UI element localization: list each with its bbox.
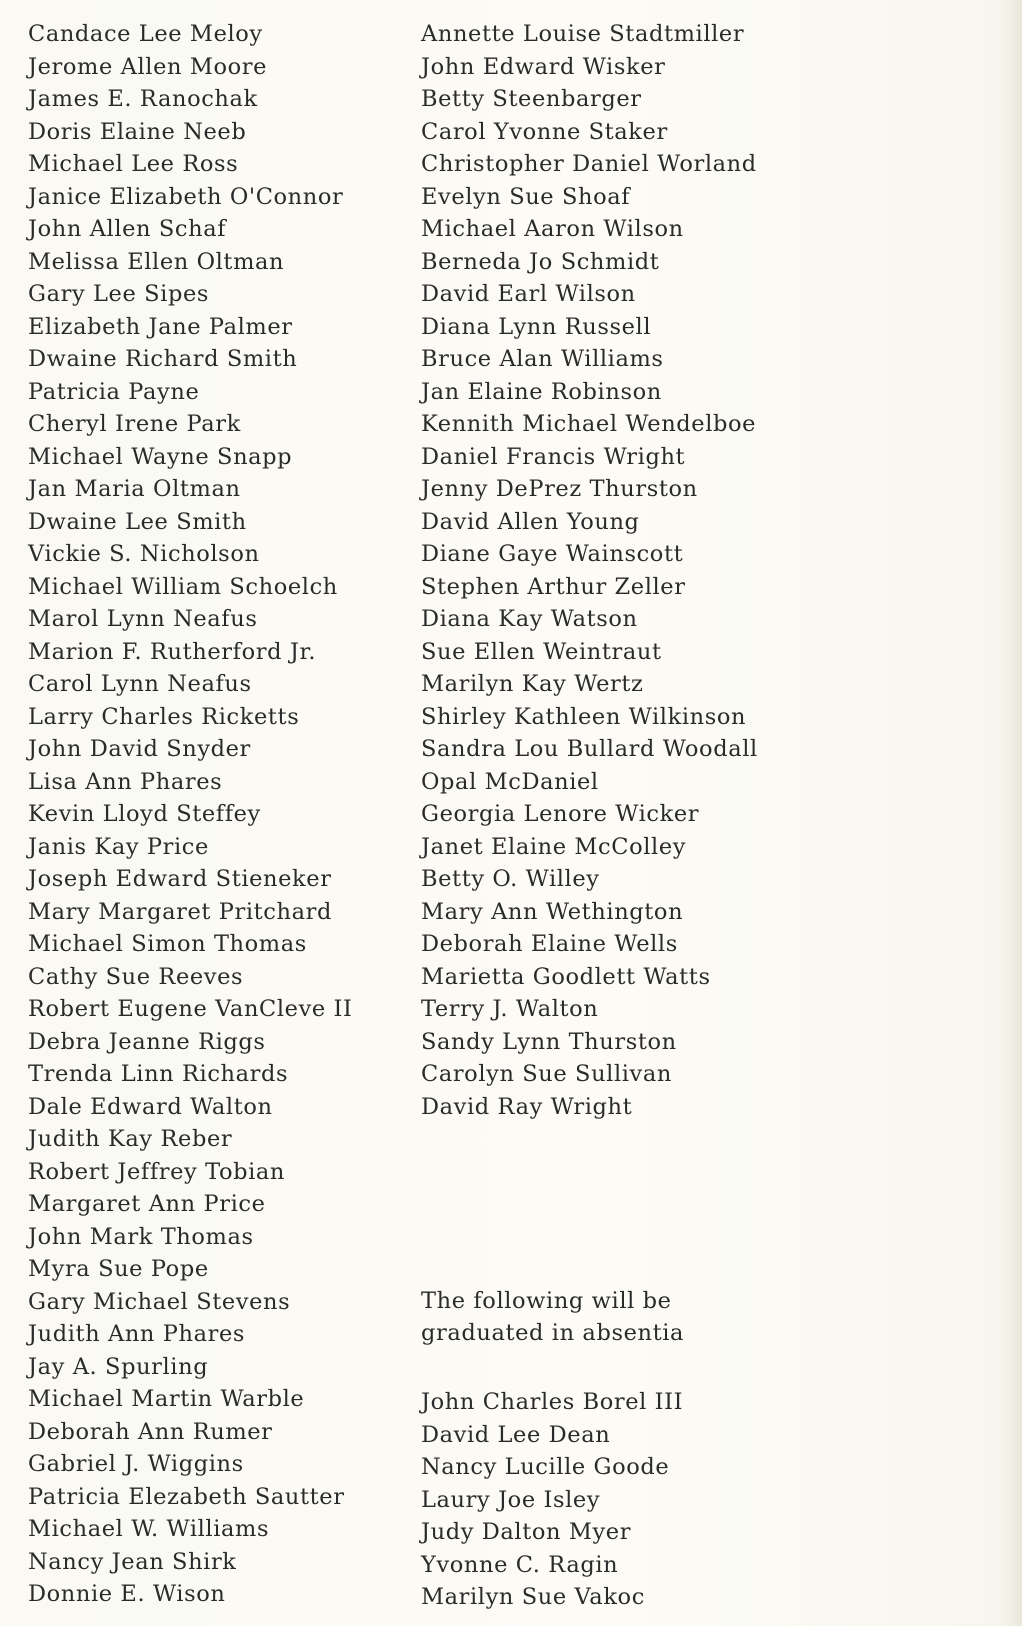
- graduate-name: Debra Jeanne Riggs: [28, 1028, 266, 1055]
- graduate-name: Michael Wayne Snapp: [28, 443, 293, 470]
- graduate-name: Diana Lynn Russell: [421, 313, 652, 340]
- graduate-name: Berneda Jo Schmidt: [421, 248, 660, 275]
- graduate-name: Candace Lee Meloy: [28, 21, 263, 47]
- graduate-name: Trenda Linn Richards: [28, 1061, 289, 1087]
- graduate-name: John Edward Wisker: [421, 53, 666, 80]
- graduate-name: Cheryl Irene Park: [28, 411, 241, 437]
- graduate-name: Myra Sue Pope: [28, 1256, 209, 1282]
- graduate-name: Stephen Arthur Zeller: [421, 573, 686, 600]
- graduate-name: Vickie S. Nicholson: [28, 541, 260, 567]
- graduate-name: Jerome Allen Moore: [28, 53, 268, 80]
- graduate-name: Terry J. Walton: [421, 996, 599, 1022]
- graduate-name: Janice Elizabeth O'Connor: [28, 183, 344, 210]
- page-edge-shadow: [1000, 0, 1022, 1626]
- graduate-name: Carolyn Sue Sullivan: [421, 1061, 672, 1087]
- graduate-name: Christopher Daniel Worland: [421, 151, 757, 177]
- graduate-name: Sandy Lynn Thurston: [421, 1028, 677, 1055]
- graduate-name: Elizabeth Jane Palmer: [28, 313, 293, 340]
- graduate-name: Deborah Elaine Wells: [421, 931, 678, 957]
- graduate-name: James E. Ranochak: [28, 86, 258, 112]
- graduate-name: Nancy Lucille Goode: [421, 1454, 670, 1480]
- graduate-name: Shirley Kathleen Wilkinson: [421, 703, 747, 730]
- graduate-name: Michael Martin Warble: [28, 1386, 305, 1412]
- graduate-name: Kevin Lloyd Steffey: [28, 801, 261, 827]
- graduate-name: Janis Kay Price: [28, 833, 209, 860]
- graduate-name: Yvonne C. Ragin: [421, 1551, 619, 1578]
- graduate-name: Marol Lynn Neafus: [28, 606, 258, 632]
- graduate-name: Deborah Ann Rumer: [28, 1418, 273, 1445]
- graduate-name: Melissa Ellen Oltman: [28, 248, 285, 275]
- graduate-name: Donnie E. Wison: [28, 1581, 226, 1607]
- graduate-name: Bruce Alan Williams: [421, 346, 664, 372]
- graduate-name: Kennith Michael Wendelboe: [421, 411, 757, 437]
- graduate-name: Cathy Sue Reeves: [28, 963, 244, 990]
- graduate-name: Gary Michael Stevens: [28, 1288, 291, 1315]
- graduate-name: Marilyn Sue Vakoc: [421, 1584, 645, 1610]
- graduate-name: John Charles Borel III: [421, 1389, 684, 1415]
- graduate-name: Robert Jeffrey Tobian: [28, 1158, 285, 1185]
- graduate-name: Annette Louise Stadtmiller: [421, 21, 745, 47]
- graduate-name: Diana Kay Watson: [421, 606, 638, 632]
- graduate-name: Judith Ann Phares: [28, 1321, 246, 1347]
- graduate-name: Sue Ellen Weintraut: [421, 638, 662, 665]
- graduate-name: David Earl Wilson: [421, 281, 636, 307]
- graduate-name: Michael Aaron Wilson: [421, 216, 684, 242]
- graduate-name: Marilyn Kay Wertz: [421, 671, 644, 697]
- graduate-name: Daniel Francis Wright: [421, 443, 686, 470]
- graduate-name: Jan Maria Oltman: [28, 476, 241, 502]
- graduate-name: David Ray Wright: [421, 1093, 633, 1120]
- graduate-name: Margaret Ann Price: [28, 1191, 266, 1217]
- graduate-name: David Lee Dean: [421, 1421, 611, 1448]
- graduate-name: Mary Margaret Pritchard: [28, 898, 332, 925]
- graduates-list-left: [28, 18, 353, 1611]
- graduate-name: Michael Simon Thomas: [28, 931, 307, 957]
- graduate-name: Jenny DePrez Thurston: [421, 476, 698, 502]
- graduate-name: Carol Yvonne Staker: [421, 118, 668, 145]
- graduate-name: Jay A. Spurling: [28, 1353, 209, 1380]
- graduate-name: Gary Lee Sipes: [28, 281, 210, 307]
- graduate-name: Mary Ann Wethington: [421, 898, 684, 925]
- graduate-name: Judith Kay Reber: [28, 1126, 233, 1152]
- graduate-name: Dale Edward Walton: [28, 1093, 273, 1120]
- graduate-name: Marietta Goodlett Watts: [421, 963, 711, 990]
- graduate-name: Sandra Lou Bullard Woodall: [421, 736, 758, 762]
- graduate-name: Michael William Schoelch: [28, 573, 338, 600]
- graduate-name: Georgia Lenore Wicker: [421, 801, 700, 827]
- graduate-name: Diane Gaye Wainscott: [421, 541, 684, 567]
- graduate-name: Janet Elaine McColley: [421, 833, 687, 860]
- graduate-name: Judy Dalton Myer: [421, 1519, 632, 1545]
- graduate-name: Betty Steenbarger: [421, 86, 642, 112]
- graduate-name: Betty O. Willey: [421, 866, 600, 892]
- graduate-name: Carol Lynn Neafus: [28, 671, 252, 697]
- graduate-name: David Allen Young: [421, 508, 640, 535]
- graduate-name: Lisa Ann Phares: [28, 768, 223, 795]
- graduate-name: John David Snyder: [28, 736, 251, 762]
- graduate-name: John Allen Schaf: [28, 216, 227, 242]
- graduate-name: Opal McDaniel: [421, 768, 599, 795]
- graduate-name: John Mark Thomas: [28, 1223, 254, 1250]
- graduate-name: Marion F. Rutherford Jr.: [28, 638, 317, 665]
- graduate-name: Dwaine Lee Smith: [28, 508, 247, 535]
- graduate-name: Michael W. Williams: [28, 1516, 270, 1542]
- graduate-name: Jan Elaine Robinson: [421, 378, 662, 405]
- graduate-name: Patricia Payne: [28, 378, 200, 405]
- graduate-name: Robert Eugene VanCleve II: [28, 996, 353, 1022]
- absentia-heading: [421, 1285, 684, 1349]
- graduate-name: Michael Lee Ross: [28, 151, 239, 177]
- graduate-name: Joseph Edward Stieneker: [28, 866, 332, 892]
- graduate-name: Gabriel J. Wiggins: [28, 1451, 244, 1477]
- graduate-name: Patricia Elezabeth Sautter: [28, 1483, 345, 1510]
- graduate-name: Nancy Jean Shirk: [28, 1548, 237, 1575]
- graduate-name: Doris Elaine Neeb: [28, 118, 247, 145]
- absentia-list: [421, 1386, 683, 1614]
- graduates-list-right: [421, 18, 758, 1123]
- graduate-name: Evelyn Sue Shoaf: [421, 183, 631, 210]
- absentia-heading-line-1: The following will be: [421, 1288, 672, 1314]
- graduate-name: Larry Charles Ricketts: [28, 703, 300, 730]
- graduate-name: Dwaine Richard Smith: [28, 346, 298, 372]
- absentia-heading-line-2: graduated in absentia: [421, 1320, 685, 1346]
- graduate-name: Laury Joe Isley: [421, 1486, 601, 1513]
